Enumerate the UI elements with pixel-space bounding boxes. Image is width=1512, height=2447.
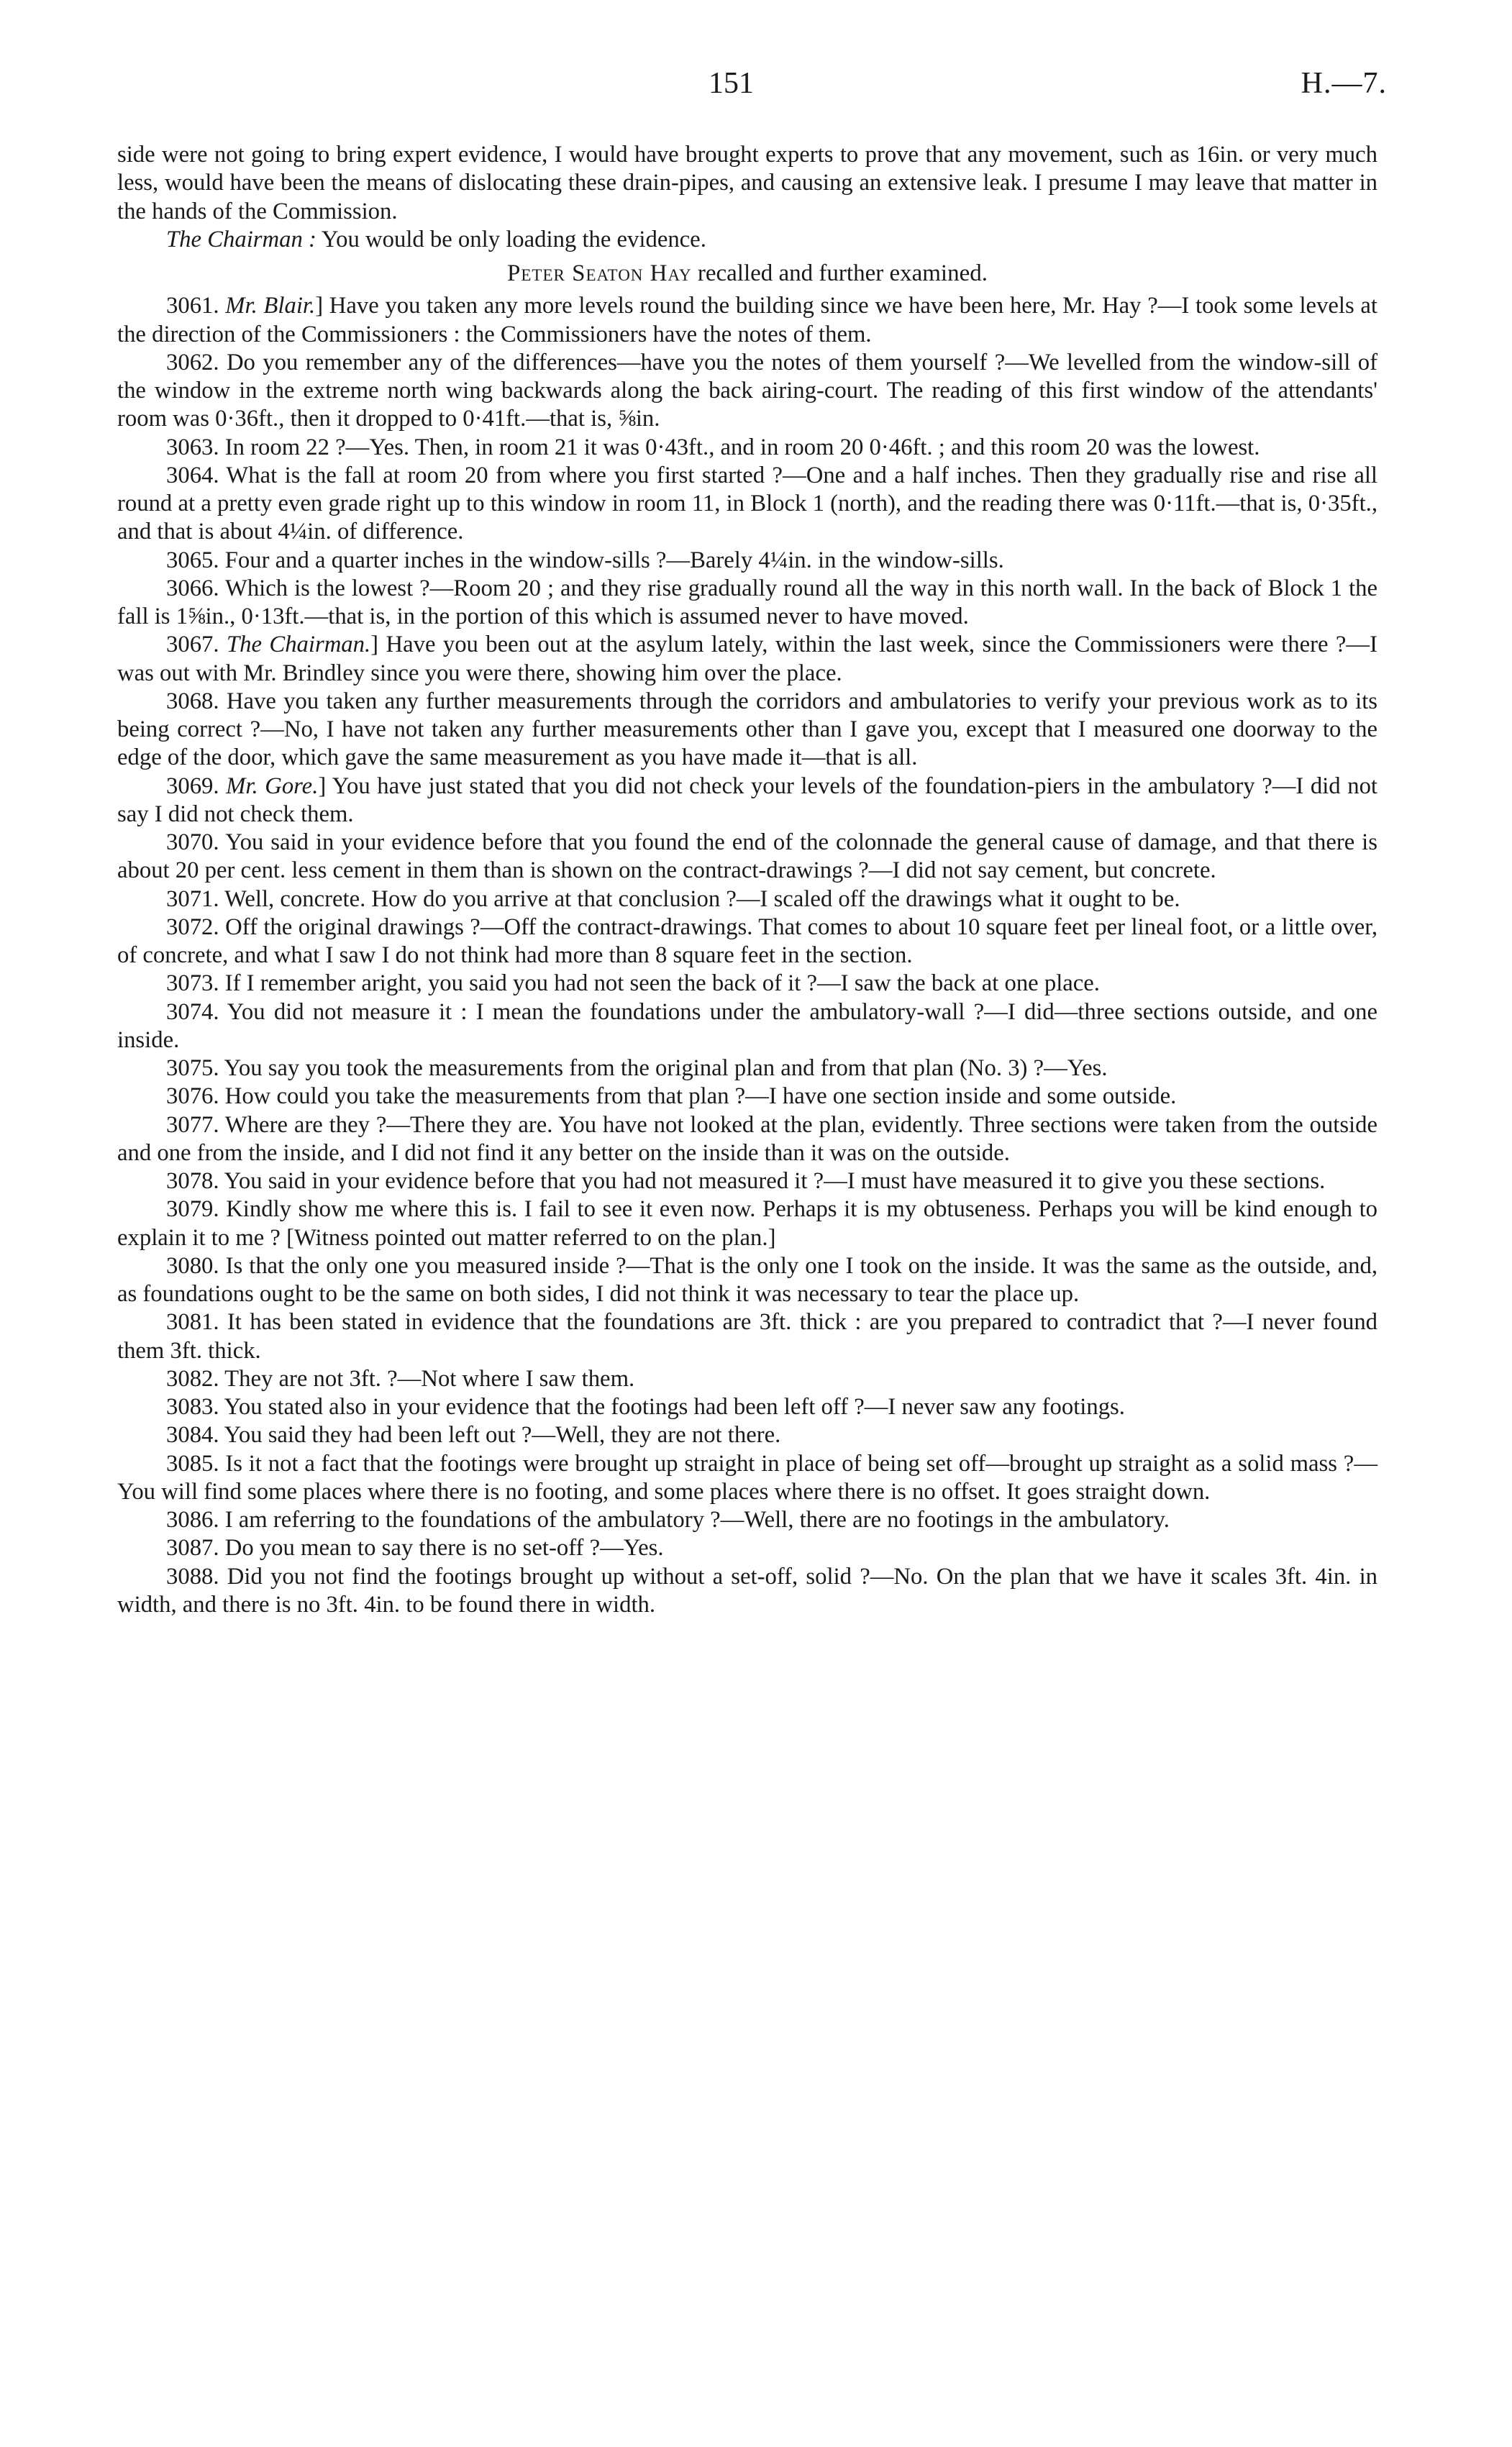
question-text: If I remember aright, you said you had not seen the back of it ?—I saw the back at one place.	[224, 970, 1100, 997]
page-number: 151	[709, 67, 754, 100]
question-number: 3081.	[166, 1309, 219, 1336]
question-number: 3069.	[166, 773, 219, 799]
question-number: 3064.	[166, 462, 219, 488]
question-text: Off the original drawings ?—Off the contract-drawings. That comes to about 10 square feet per lineal foot, or a little over, of concrete, and what I saw I do not think had more than 8 square feet in the section.	[117, 913, 1378, 968]
question-text: You stated also in your evidence that the footings had been left off ?—I never saw any footings.	[224, 1394, 1125, 1420]
question-3085	[117, 1450, 1377, 1507]
question-text: Did you not find the footings brought up without a set-off, solid ?—No. On the plan that we have it scales 3ft. 4in. in width, and there is no 3ft. 4in. to be found there in width.	[117, 1563, 1378, 1618]
document-reference: H.—7.	[1301, 67, 1387, 100]
question-text: Kindly show me where this is. I fail to see it even now. Perhaps it is my obtuseness. Perhaps you will be kind enough to explain it to me ? [Witness pointed out matter referred to on the plan.]	[117, 1196, 1378, 1251]
question-3069: 3069. Mr. Gore.] You have just stated that you did not check your levels of the foundation-piers in the ambulatory ?—I did not say I did not check them.	[117, 773, 1378, 827]
question-text: Four and a quarter inches in the window-sills ?—Barely 4¼in. in the window-sills.	[224, 547, 1004, 573]
question-number: 3080.	[166, 1252, 219, 1279]
question-text: Have you taken any further measurements through the corridors and ambulatories to verify your previous work as to its being correct ?—No, I have not taken any further measurements other than I gave you, except that I measured one doorway to the edge of the door, which gave the same measurement as you have made it—that is all.	[117, 688, 1377, 771]
question-text: What is the fall at room 20 from where you first started ?—One and a half inches. Then they gradually rise and rise all round at a pretty even grade right up to this window in room 11, in Block 1 (north), and the reading there was 0·11ft.—that is, 0·35ft., and that is about 4¼in. of difference.	[117, 462, 1377, 545]
question-text: They are not 3ft. ?—Not where I saw them.	[224, 1365, 635, 1392]
question-3082	[117, 1365, 1377, 1393]
question-text: Have you taken any more levels round the building since we have been here, Mr. Hay ?—I took some levels at the direction of the Commissioners : the Commissioners have the notes of them.	[117, 293, 1378, 347]
question-number: 3074.	[166, 998, 219, 1025]
question-3063	[117, 434, 1377, 462]
question-text: You say you took the measurements from the original plan and from that plan (No. 3) ?—Yes.	[224, 1055, 1108, 1081]
question-number: 3072.	[166, 913, 219, 940]
question-text: You did not measure it : I mean the foundations under the ambulatory-wall ?—I did—three sections outside, and one inside.	[117, 998, 1377, 1053]
question-text: Where are they ?—There they are. You have not looked at the plan, evidently. Three sections were taken from the outside and one from the inside, and I did not find it any better on the inside than it was on the outside.	[117, 1111, 1377, 1166]
question-text: Which is the lowest ?—Room 20 ; and they rise gradually round all the way in this north wall. In the back of Block 1 the fall is 1⅝in., 0·13ft.—that is, in the portion of this which is assumed never to have moved.	[117, 575, 1377, 629]
question-number: 3062.	[166, 349, 219, 375]
question-number: 3086.	[166, 1507, 219, 1533]
question-3070	[117, 829, 1377, 885]
question-3083	[117, 1393, 1377, 1421]
question-text: Well, concrete. How do you arrive at that conclusion ?—I scaled off the drawings what it ought to be.	[224, 885, 1180, 912]
question-3076	[117, 1083, 1377, 1111]
question-3078	[117, 1167, 1377, 1195]
question-text: Have you been out at the asylum lately, within the last week, since the Commissioners were there ?—I was out with Mr. Brindley since you were there, showing him over the place.	[117, 632, 1377, 686]
paragraph-text: side were not going to bring expert evidence, I would have brought experts to prove that any movement, such as 16in. or very much less, would have been the means of dislocating these drain-pipes, and causing an extensive leak. I presume I may leave that matter in the hands of the Commission.	[117, 142, 1377, 224]
chairman-remark	[117, 226, 1377, 254]
question-text: You have just stated that you did not check your levels of the foundation-piers in the ambulatory ?—I did not say I did not check them.	[117, 773, 1378, 827]
question-number: 3063.	[166, 434, 219, 460]
question-text: Do you remember any of the differences—have you the notes of them yourself ?—We levelled from the window-sill of the window in the extreme north wing backwards along the back airing-court. The reading of this first window of the attendants' room was 0·36ft., then it dropped to 0·41ft.—that is, ⅝in.	[117, 349, 1377, 432]
speaker: Mr. Blair.	[225, 293, 316, 319]
question-3087	[117, 1534, 1377, 1562]
speaker: The Chairman.	[226, 632, 371, 658]
question-number: 3078.	[166, 1168, 219, 1194]
question-number: 3087.	[166, 1535, 219, 1562]
speaker: The Chairman :	[166, 226, 316, 252]
question-3062	[117, 349, 1377, 434]
question-number: 3073.	[166, 970, 219, 997]
evidence-text	[117, 141, 1377, 1619]
continued-paragraph	[117, 141, 1377, 226]
page-header	[0, 66, 1512, 109]
witness-name: Peter Seaton Hay	[507, 260, 692, 286]
question-text: In room 22 ?—Yes. Then, in room 21 it was 0·43ft., and in room 20 0·46ft. ; and this room 20 was the lowest.	[224, 434, 1260, 460]
question-text: Is it not a fact that the footings were brought up straight in place of being set off—brought up straight as a solid mass ?—You will find some places where there is no footing, and some places where there is no offset. It goes straight down.	[117, 1450, 1378, 1505]
question-number: 3084.	[166, 1422, 219, 1449]
question-3084	[117, 1421, 1377, 1449]
question-3073	[117, 970, 1377, 998]
question-number: 3065.	[166, 547, 219, 573]
question-text: Is that the only one you measured inside ?—That is the only one I took on the inside. It was the same as the outside, and, as foundations ought to be the same on both sides, I did not think it was necessary to tear the place up.	[117, 1252, 1377, 1307]
question-3074	[117, 998, 1377, 1055]
question-number: 3061.	[166, 293, 219, 319]
question-3079	[117, 1195, 1377, 1252]
question-3061: 3061. Mr. Blair.] Have you taken any more levels round the building since we have been here, Mr. Hay ?—I took some levels at the direction of the Commissioners : the Commissioners have the notes of them.	[117, 293, 1378, 347]
question-number: 3085.	[166, 1450, 219, 1477]
paragraph-text: You would be only loading the evidence.	[321, 226, 706, 252]
question-number: 3071.	[166, 885, 219, 912]
question-3066	[117, 575, 1377, 632]
question-3068	[117, 688, 1377, 773]
question-3075	[117, 1054, 1377, 1083]
question-number: 3070.	[166, 829, 219, 855]
question-number: 3088.	[166, 1563, 219, 1590]
question-number: 3082.	[166, 1365, 219, 1392]
question-text: It has been stated in evidence that the foundations are 3ft. thick : are you prepared to contradict that ?—I never found them 3ft. thick.	[117, 1309, 1378, 1364]
question-text: You said in your evidence before that you had not measured it ?—I must have measured it to give you these sections.	[224, 1168, 1326, 1194]
speaker: Mr. Gore.	[226, 773, 319, 799]
question-number: 3083.	[166, 1394, 219, 1420]
question-3067: 3067. The Chairman.] Have you been out at the asylum lately, within the last week, since the Commissioners were there ?—I was out with Mr. Brindley since you were there, showing him over the place.	[117, 632, 1377, 686]
question-3064	[117, 462, 1377, 547]
heading-text: recalled and further examined.	[697, 260, 988, 286]
question-text: You said in your evidence before that you found the end of the colonnade the general cause of damage, and that there is about 20 per cent. less cement in them than is shown on the contract-drawings ?—I did not say cement, but concrete.	[117, 829, 1377, 884]
question-text: Do you mean to say there is no set-off ?—Yes.	[224, 1535, 664, 1562]
question-number: 3076.	[166, 1083, 219, 1110]
question-3072	[117, 913, 1377, 970]
question-text: I am referring to the foundations of the ambulatory ?—Well, there are no footings in the ambulatory.	[224, 1507, 1170, 1533]
question-3081	[117, 1308, 1377, 1365]
question-3088	[117, 1563, 1377, 1620]
question-3080	[117, 1252, 1377, 1309]
question-number: 3067.	[166, 632, 219, 658]
witness-heading	[117, 260, 1377, 288]
question-number: 3077.	[166, 1111, 219, 1138]
question-3077	[117, 1111, 1377, 1168]
question-text: How could you take the measurements from that plan ?—I have one section inside and some outside.	[224, 1083, 1177, 1110]
question-text: You said they had been left out ?—Well, they are not there.	[224, 1422, 781, 1449]
question-number: 3068.	[166, 688, 219, 714]
question-3086	[117, 1506, 1377, 1534]
question-3065	[117, 547, 1377, 575]
question-number: 3079.	[166, 1196, 219, 1223]
question-number: 3075.	[166, 1055, 219, 1081]
question-number: 3066.	[166, 575, 219, 601]
question-3071	[117, 885, 1377, 913]
